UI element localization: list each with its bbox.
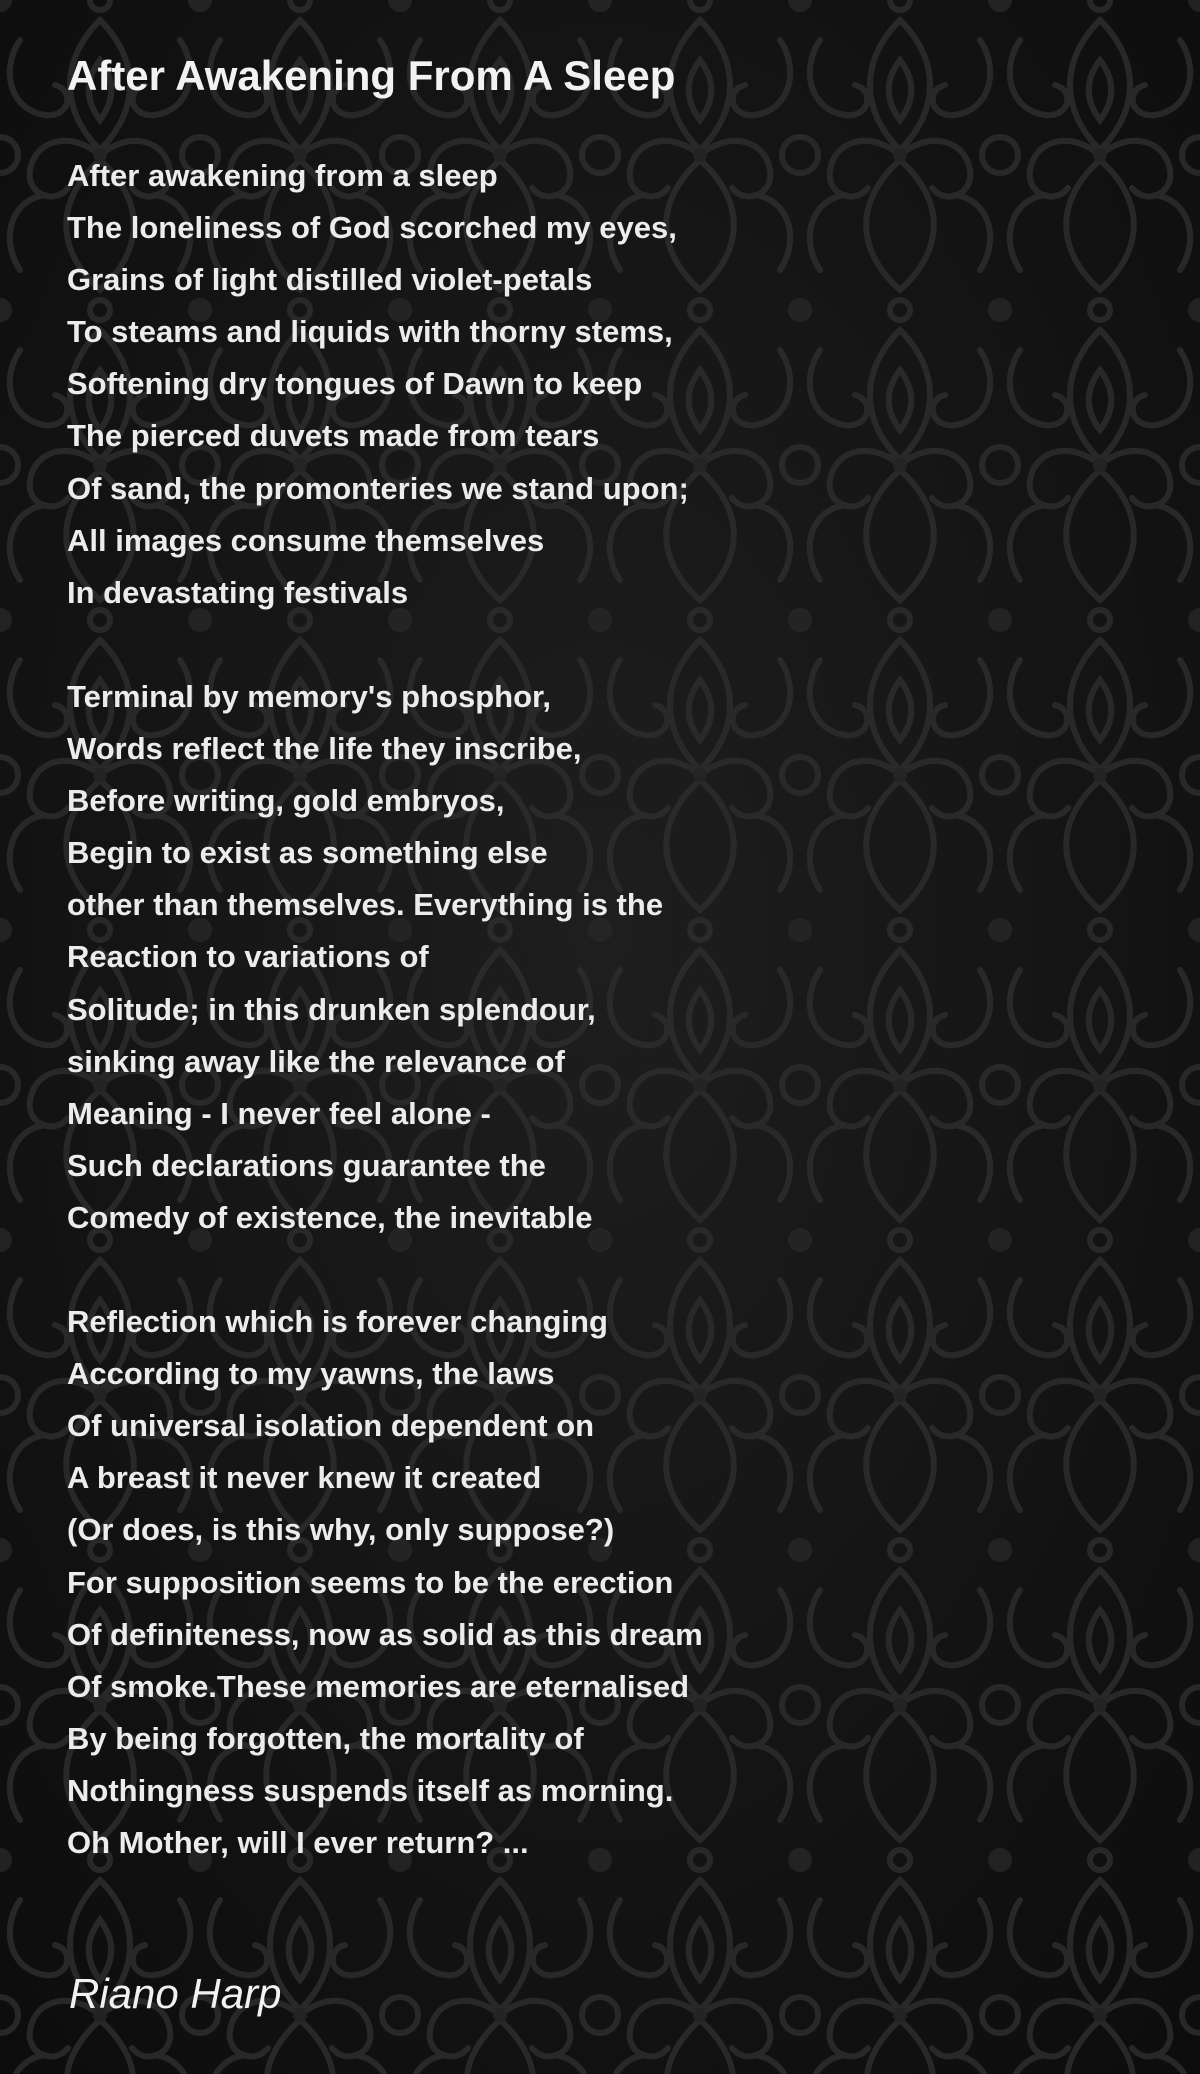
poem-line: Terminal by memory's phosphor,	[67, 678, 551, 714]
poem-line: (Or does, is this why, only suppose?)	[67, 1512, 615, 1548]
poem-line: Reaction to variations of	[67, 939, 429, 975]
stanza-break	[67, 619, 1127, 671]
poem-line: Comedy of existence, the inevitable	[67, 1199, 593, 1235]
poem-line: Words reflect the life they inscribe,	[67, 731, 582, 767]
poem-line: Of definiteness, now as solid as this dream	[67, 1616, 703, 1652]
stanza-3	[67, 1296, 1127, 1869]
poem-line: Begin to exist as something else	[67, 835, 548, 871]
poem-line: The pierced duvets made from tears	[67, 418, 600, 454]
stanza-1	[67, 150, 1127, 619]
stanza-2	[67, 671, 1127, 1244]
poem-line: Of universal isolation dependent on	[67, 1408, 595, 1444]
poem-author: Riano Harp	[69, 1970, 282, 2017]
poem-line: By being forgotten, the mortality of	[67, 1720, 584, 1756]
poem-line: Of sand, the promonteries we stand upon;	[67, 470, 689, 506]
poem-line: Softening dry tongues of Dawn to keep	[67, 366, 643, 402]
poem-line: Of smoke.These memories are eternalised	[67, 1668, 690, 1704]
poem-line: In devastating festivals	[67, 574, 409, 610]
poem-line: Solitude; in this drunken splendour,	[67, 991, 596, 1027]
poem-line: other than themselves. Everything is the	[67, 887, 664, 923]
stanza-break	[67, 1244, 1127, 1296]
poem-line: A breast it never knew it created	[67, 1460, 542, 1496]
poem-line: Such declarations guarantee the	[67, 1147, 546, 1183]
poem-line: To steams and liquids with thorny stems,	[67, 314, 673, 350]
poem-line: For supposition seems to be the erection	[67, 1564, 674, 1600]
poem-line: After awakening from a sleep	[67, 158, 498, 193]
poem-line: The loneliness of God scorched my eyes,	[67, 210, 677, 246]
poem-line: Meaning - I never feel alone -	[67, 1095, 491, 1131]
poem-line: Nothingness suspends itself as morning.	[67, 1772, 674, 1808]
poem-title: After Awakening From A Sleep	[67, 52, 676, 99]
poem-line: Oh Mother, will I ever return? ...	[67, 1825, 529, 1860]
poem-line: Before writing, gold embryos,	[67, 783, 505, 819]
poem-line: Grains of light distilled violet-petals	[67, 262, 593, 298]
poem-line: According to my yawns, the laws	[67, 1356, 555, 1392]
poem-line: sinking away like the relevance of	[67, 1043, 565, 1079]
poem-line: All images consume themselves	[67, 522, 545, 558]
poem-line: Reflection which is forever changing	[67, 1304, 608, 1340]
poem-body	[67, 150, 1127, 1869]
